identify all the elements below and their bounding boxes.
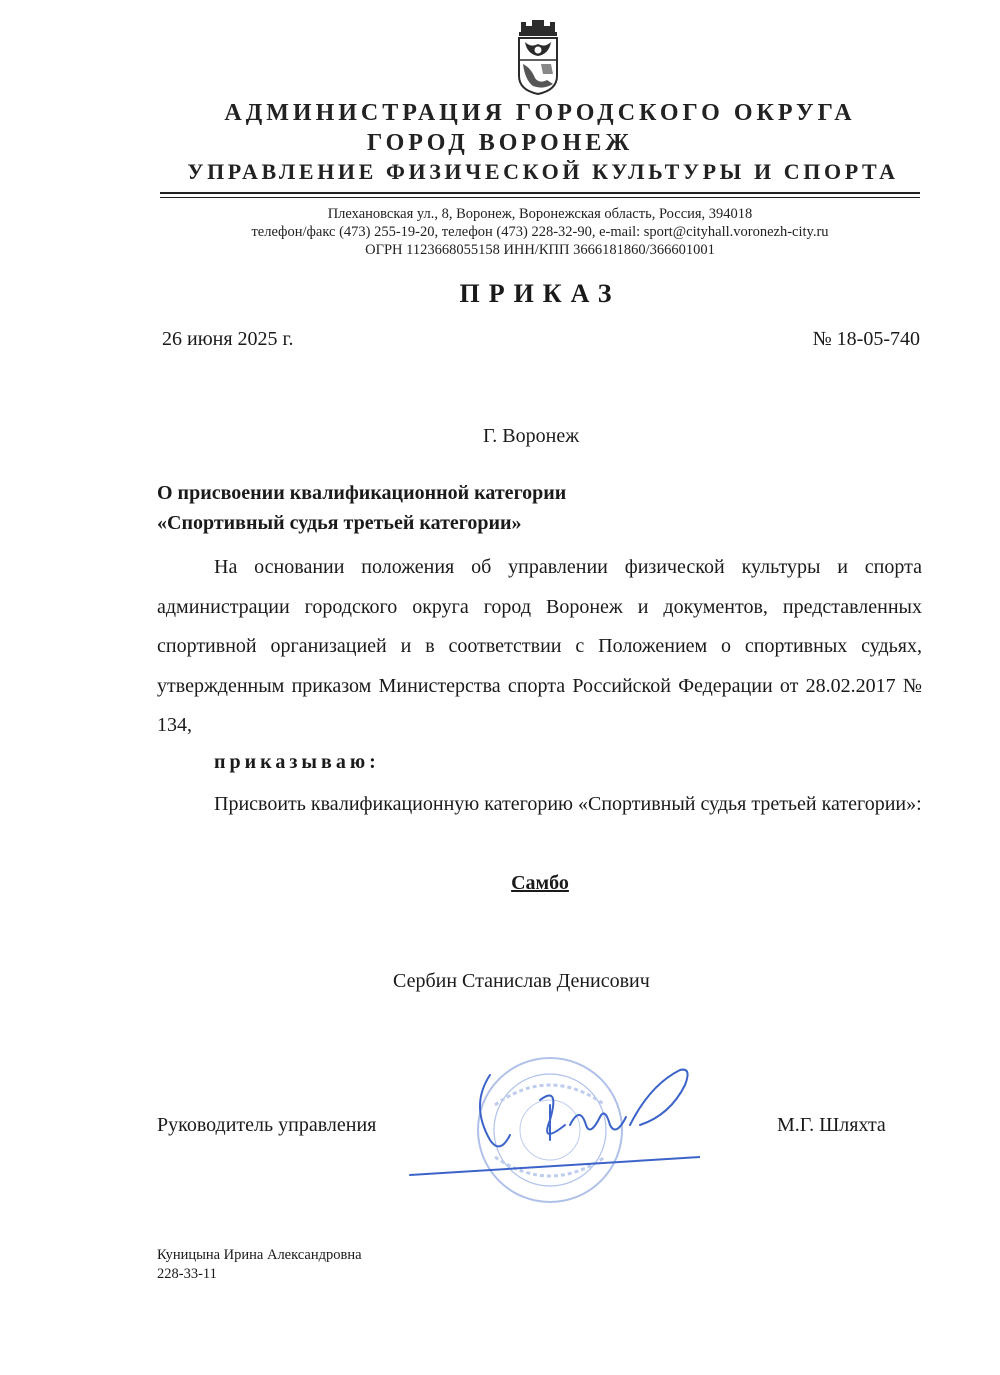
preamble-paragraph bbox=[157, 548, 922, 746]
assigned-person: Сербин Станислав Денисович bbox=[393, 970, 650, 992]
document-title: ПРИКАЗ bbox=[459, 279, 621, 308]
preamble-text: На основании положения об управлении физической культуры и спорта администрации городского округа город Воронеж и документов, представленных спортивной организацией и в соответствии с Положением о спортивных судьях, утвержденным приказом Министерства спорта Российской Федерации от 28.02.2017 № 134, bbox=[157, 556, 922, 736]
emblem-icon bbox=[513, 18, 563, 96]
order-word: приказываю: bbox=[214, 751, 380, 773]
header-divider-thin bbox=[160, 197, 920, 198]
document-number: № 18-05-740 bbox=[812, 328, 920, 350]
executor-phone: 228-33-11 bbox=[157, 1266, 217, 1282]
document-date: 26 июня 2025 г. bbox=[162, 328, 294, 350]
signatory-position: Руководитель управления bbox=[157, 1114, 377, 1136]
header-org-line2: ГОРОД ВОРОНЕЖ bbox=[366, 130, 634, 156]
document-subject bbox=[157, 478, 566, 538]
signatory-name: М.Г. Шляхта bbox=[777, 1114, 886, 1136]
subject-line2: «Спортивный судья третьей категории» bbox=[157, 512, 522, 534]
document-city: Г. Воронеж bbox=[483, 425, 580, 447]
header-divider-thick bbox=[160, 192, 920, 194]
executor-name: Куницына Ирина Александровна bbox=[157, 1247, 362, 1263]
assign-text: Присвоить квалификационную категорию «Спортивный судья третьей категории»: bbox=[214, 793, 922, 815]
header-department: УПРАВЛЕНИЕ ФИЗИЧЕСКОЙ КУЛЬТУРЫ И СПОРТА bbox=[187, 159, 899, 184]
sport-name: Самбо bbox=[511, 872, 569, 894]
seal-and-signature bbox=[400, 1045, 700, 1225]
address-line: Плехановская ул., 8, Воронеж, Воронежская область, Россия, 394018 bbox=[327, 206, 753, 222]
subject-line1: О присвоении квалификационной категории bbox=[157, 482, 567, 504]
registration-line: ОГРН 1123668055158 ИНН/КПП 3666181860/366601001 bbox=[365, 242, 715, 258]
contacts-line: телефон/факс (473) 255-19-20, телефон (473) 228-32-90, e-mail: sport@cityhall.voronezh-city.ru bbox=[251, 224, 829, 240]
assign-paragraph bbox=[157, 785, 922, 825]
header-org-line1: АДМИНИСТРАЦИЯ ГОРОДСКОГО ОКРУГА bbox=[224, 100, 856, 126]
